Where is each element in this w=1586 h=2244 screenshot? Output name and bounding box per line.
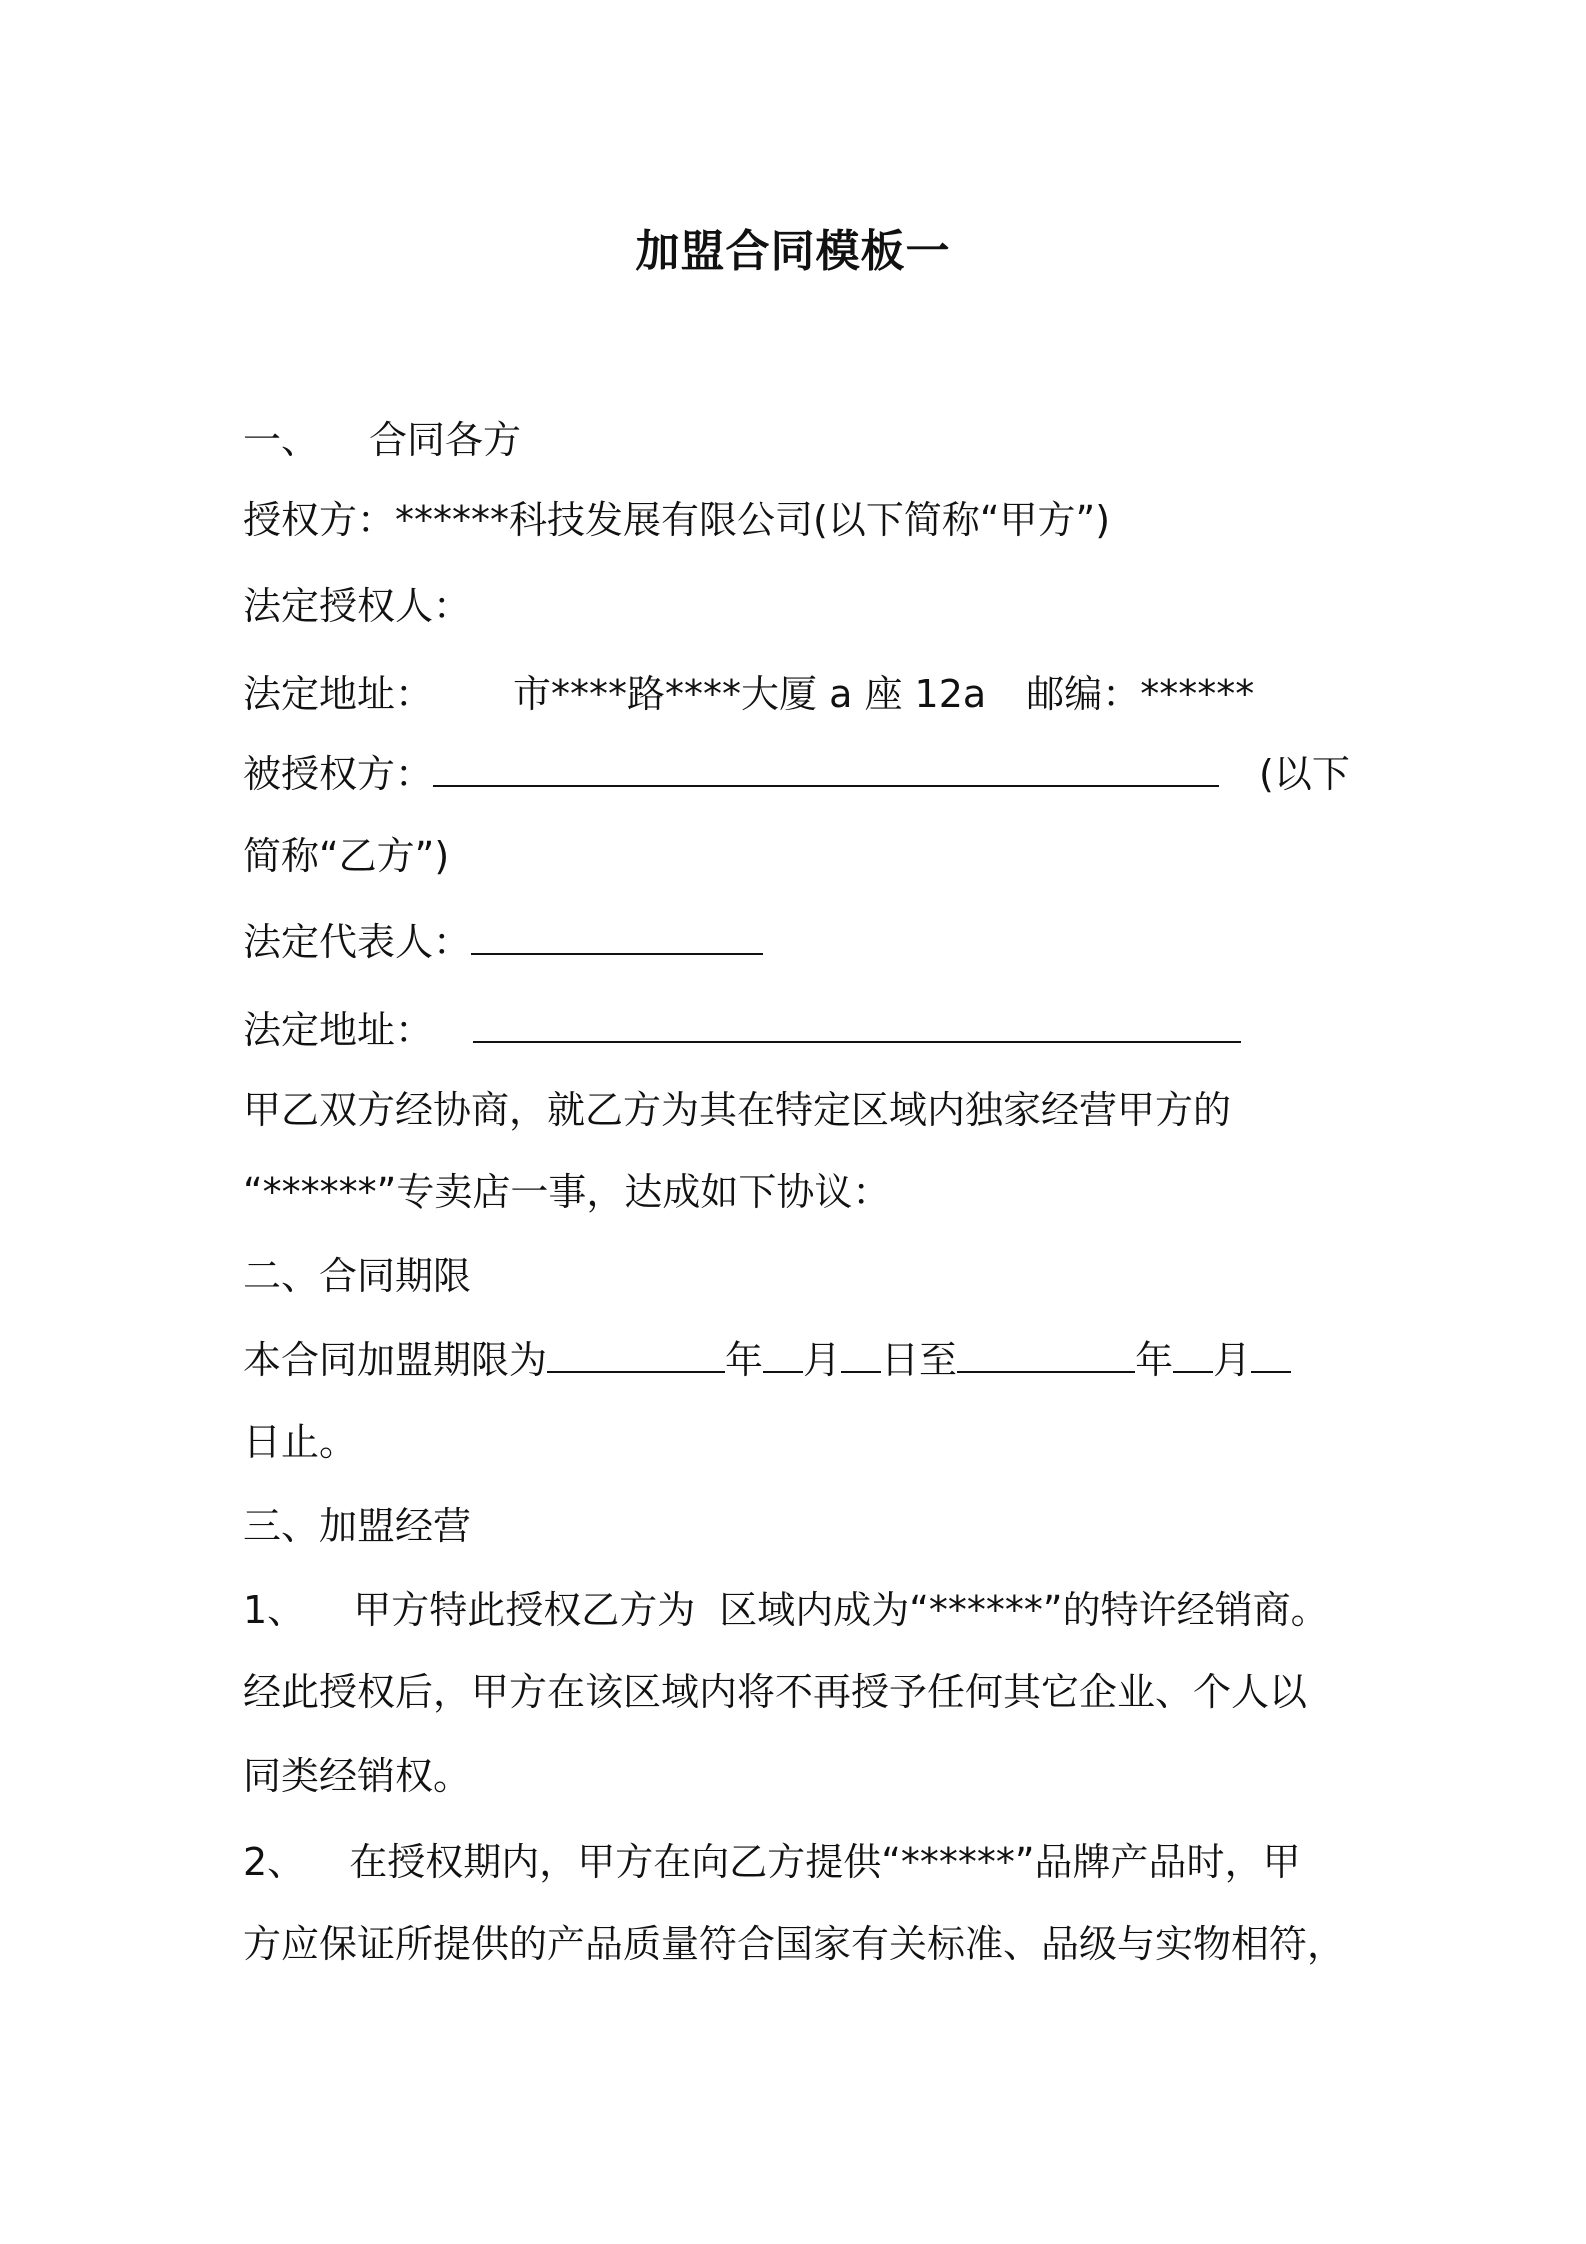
start-month-blank [763,1341,803,1373]
licensee-line [243,750,1350,798]
licensee-suffix: (以下 [1259,752,1350,796]
licensor-value: ******科技发展有限公司(以下简称“甲方”) [395,498,1111,542]
legal-address-2-label: 法定地址： [243,1008,434,1052]
section-2-heading: 二、合同期限 [243,1254,472,1298]
term-line [243,1336,1291,1384]
term-end: 日止。 [243,1420,358,1464]
start-year-blank [547,1341,725,1373]
item-2-text: 在授权期内，甲方在向乙方提供“******”品牌产品时，甲 [349,1840,1301,1884]
document-title: 加盟合同模板一 [635,226,951,277]
legal-authorizer-line [243,582,471,630]
item-1-line-3: 同类经销权。 [243,1754,472,1798]
licensee-line-2 [243,832,449,880]
legal-rep-label: 法定代表人： [243,920,472,964]
item-1-text-b: 区域内成为“******”的特许经销商。 [719,1588,1329,1632]
section-1-heading [243,416,521,464]
day-to-label: 日至 [881,1338,958,1382]
end-day-blank [1251,1341,1291,1373]
legal-address-value: 市****路****大厦 a 座 12a [513,672,987,716]
legal-address-label: 法定地址： [243,672,434,716]
legal-address-2-line [243,1006,1241,1054]
agreement-line-1: 甲乙双方经协商，就乙方为其在特定区域内独家经营甲方的 [243,1088,1232,1132]
item-1-line-1 [243,1586,1329,1634]
end-year-blank [957,1341,1135,1373]
item-1-line-2: 经此授权后，甲方在该区域内将不再授予任何其它企业、个人以 [243,1670,1308,1714]
start-day-blank [841,1341,881,1373]
section-3-heading: 三、加盟经营 [243,1504,472,1548]
item-1-text-a: 甲方特此授权乙方为 [353,1588,696,1632]
licensee-abbr: 简称“乙方”) [243,834,450,878]
legal-authorizer-label: 法定授权人： [243,584,472,628]
term-prefix: 本合同加盟期限为 [243,1338,548,1382]
item-2-line-1 [243,1838,1301,1886]
licensee-label: 被授权方： [243,752,434,796]
section-1-number: 一、 [243,418,320,462]
legal-rep-line [243,918,763,966]
licensee-blank [433,755,1219,787]
legal-address-2-blank [473,1011,1241,1043]
end-month-blank [1173,1341,1213,1373]
year-label-2: 年 [1135,1338,1174,1382]
agreement-line-2: “******”专卖店一事，达成如下协议： [243,1170,891,1214]
year-label: 年 [725,1338,764,1382]
legal-address-line [243,670,1254,718]
item-2-line-2: 方应保证所提供的产品质量符合国家有关标准、品级与实物相符， [243,1922,1346,1966]
licensor-label: 授权方： [243,498,396,542]
section-1-title: 合同各方 [369,418,522,462]
month-label-2: 月 [1213,1338,1252,1382]
item-1-number: 1、 [243,1588,306,1632]
postcode-label: 邮编： [1026,672,1141,716]
postcode-value: ****** [1140,672,1255,716]
legal-rep-blank [471,923,763,955]
month-label: 月 [803,1338,842,1382]
item-2-number: 2、 [243,1840,306,1884]
licensor-line [243,496,1110,544]
